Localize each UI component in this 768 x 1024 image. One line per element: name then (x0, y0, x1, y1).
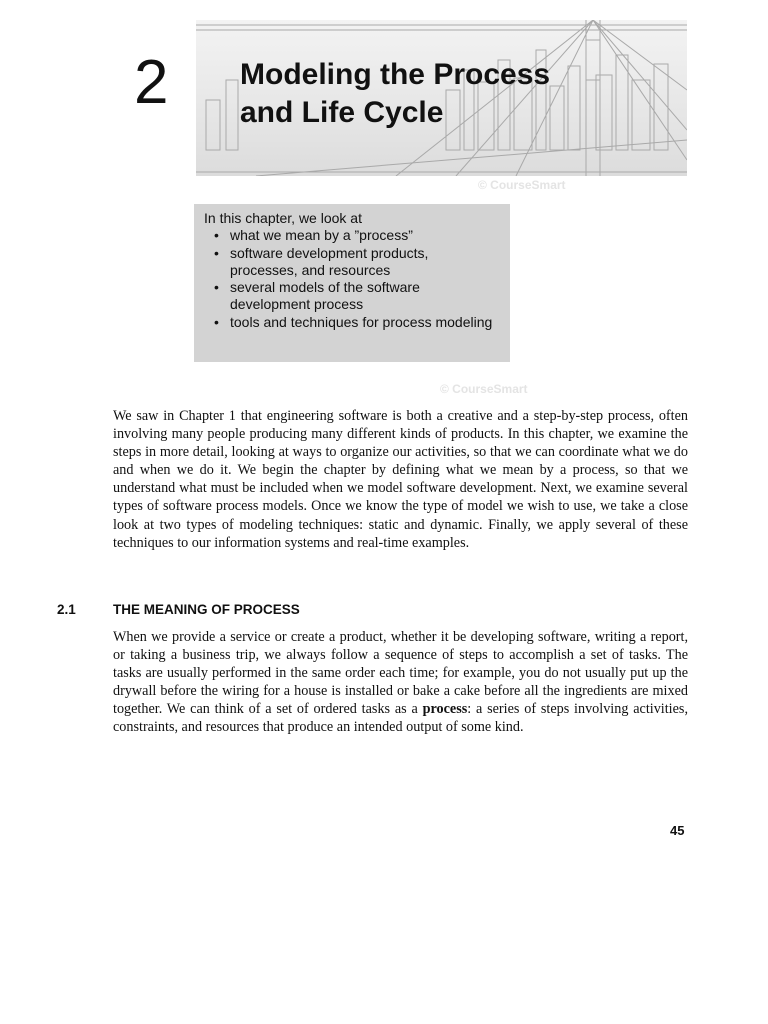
section-heading (57, 602, 300, 617)
overview-item: • software development products, processes, and resources (230, 245, 500, 280)
chapter-banner (196, 20, 687, 176)
section-title: THE MEANING OF PROCESS (113, 602, 300, 617)
chapter-title (240, 56, 550, 132)
chapter-overview-box (194, 204, 510, 362)
watermark: © CourseSmart (478, 178, 566, 192)
overview-item: • tools and techniques for process modeling (230, 314, 500, 331)
section-number: 2.1 (57, 602, 76, 617)
overview-list (204, 227, 500, 331)
chapter-title-line-2: and Life Cycle (240, 96, 444, 129)
overview-item: • several models of the software development process (230, 279, 500, 314)
watermark: © CourseSmart (440, 382, 528, 396)
section-paragraph (113, 628, 688, 737)
intro-paragraph: We saw in Chapter 1 that engineering software is both a creative and a step-by-step process, often involving many people producing many different kinds of products. In this chapter, we examine the steps in more detail, looking at ways to organize our activities, so that we can coordinate what we do and when we do it. We begin the chapter by defining what we mean by a process, so that we understand what must be included when we model software development. Next, we examine several types of software process models. Once we know the type of model we wish to use, we take a close look at two types of modeling techniques: static and dynamic. Finally, we apply several of these techniques to our information systems and real-time examples. (113, 408, 688, 551)
chapter-number: 2 (134, 48, 169, 117)
overview-item: • what we mean by a ”process” (230, 227, 500, 244)
section-paragraph-part-2: : a series of steps involving activities, constraints, and resources that produce an intended output of some kind. (113, 701, 688, 736)
overview-heading: In this chapter, we look at (204, 210, 362, 226)
page-number: 45 (670, 823, 685, 838)
section-paragraph-part-1: When we provide a service or create a product, whether it be developing software, writing a report, or taking a business trip, we always follow a sequence of steps to accomplish a set of tasks. The tasks are usually performed in the same order each time; for example, you do not usually put up the drywall before the wiring for a house is installed or bake a cake before all the ingredients are mixed together. We can think of a set of ordered tasks as a (113, 629, 688, 718)
key-term: process (422, 701, 468, 718)
chapter-title-line-1: Modeling the Process (240, 58, 551, 91)
